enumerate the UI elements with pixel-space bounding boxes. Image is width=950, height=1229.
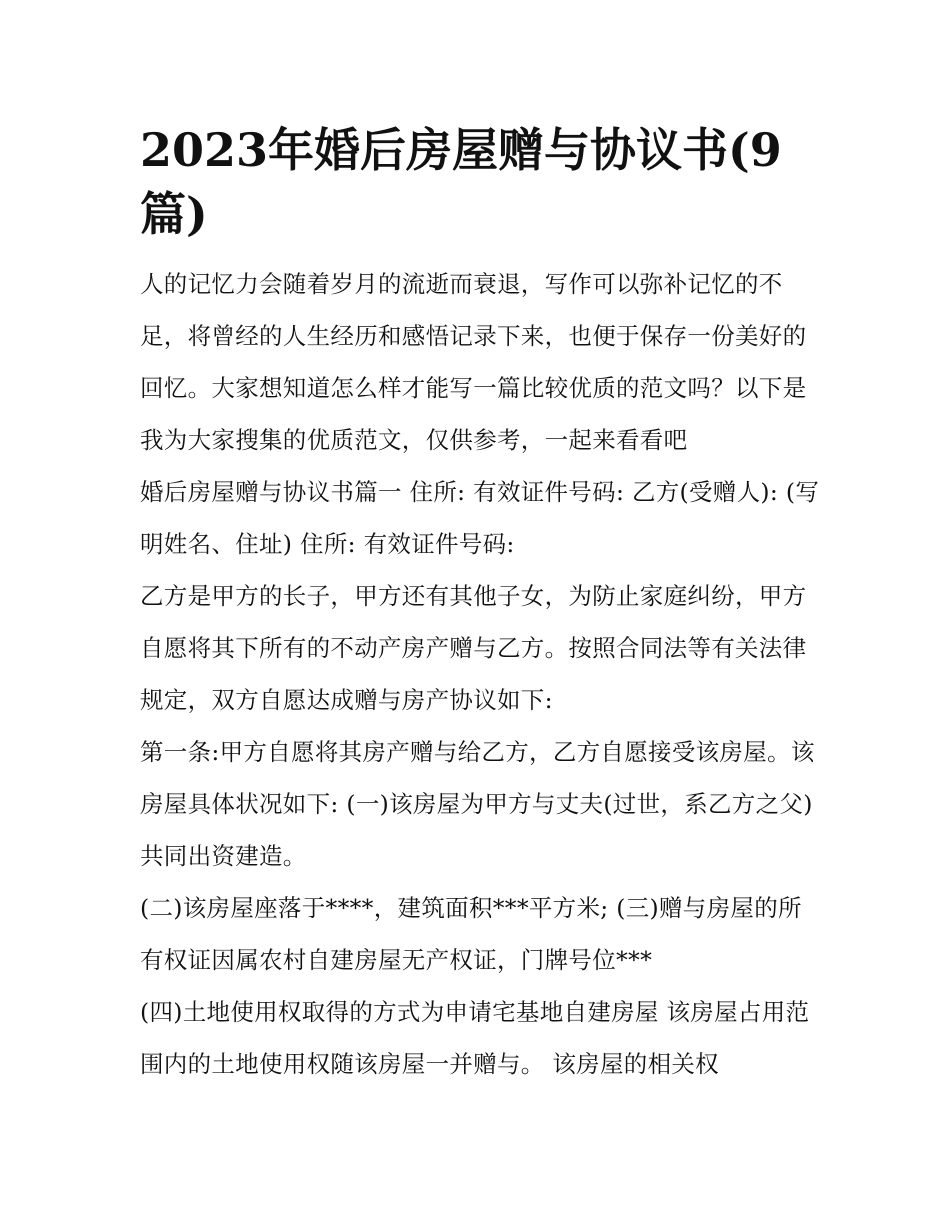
paragraph-article-one: 第一条:甲方自愿将其房产赠与给乙方，乙方自愿接受该房屋。该房屋具体状况如下: (一)该房屋为甲方与丈夫(过世，系乙方之父)共同出资建造。 bbox=[140, 738, 815, 870]
paragraph-background: 乙方是甲方的长子，甲方还有其他子女，为防止家庭纠纷，甲方自愿将其下所有的不动产房产赠与乙方。按照合同法等有关法律规定，双方自愿达成赠与房产协议如下: bbox=[140, 582, 807, 714]
document-title: 2023年婚后房屋赠与协议书(9篇) bbox=[140, 123, 782, 241]
paragraph-intro: 人的记忆力会随着岁月的流逝而衰退，写作可以弥补记忆的不足，将曾经的人生经历和感悟记录下来，也便于保存一份美好的回忆。大家想知道怎么样才能写一篇比较优质的范文吗？以下是我为大家搜集的优质范文，仅供参考，一起来看看吧 bbox=[140, 270, 807, 454]
paragraph-item-two-three: (二)该房屋座落于****，建筑面积***平方米; (三)赠与房屋的所有权证因属农村自建房屋无产权证，门牌号位*** bbox=[140, 894, 802, 974]
paragraph-parties: 婚后房屋赠与协议书篇一 住所: 有效证件号码: 乙方(受赠人): (写明姓名、住址) 住所: 有效证件号码: bbox=[140, 478, 820, 558]
document-page bbox=[140, 118, 820, 1090]
paragraph-item-four: (四)土地使用权取得的方式为申请宅基地自建房屋 该房屋占用范围内的土地使用权随该房屋一并赠与。 该房屋的相关权 bbox=[140, 998, 810, 1078]
